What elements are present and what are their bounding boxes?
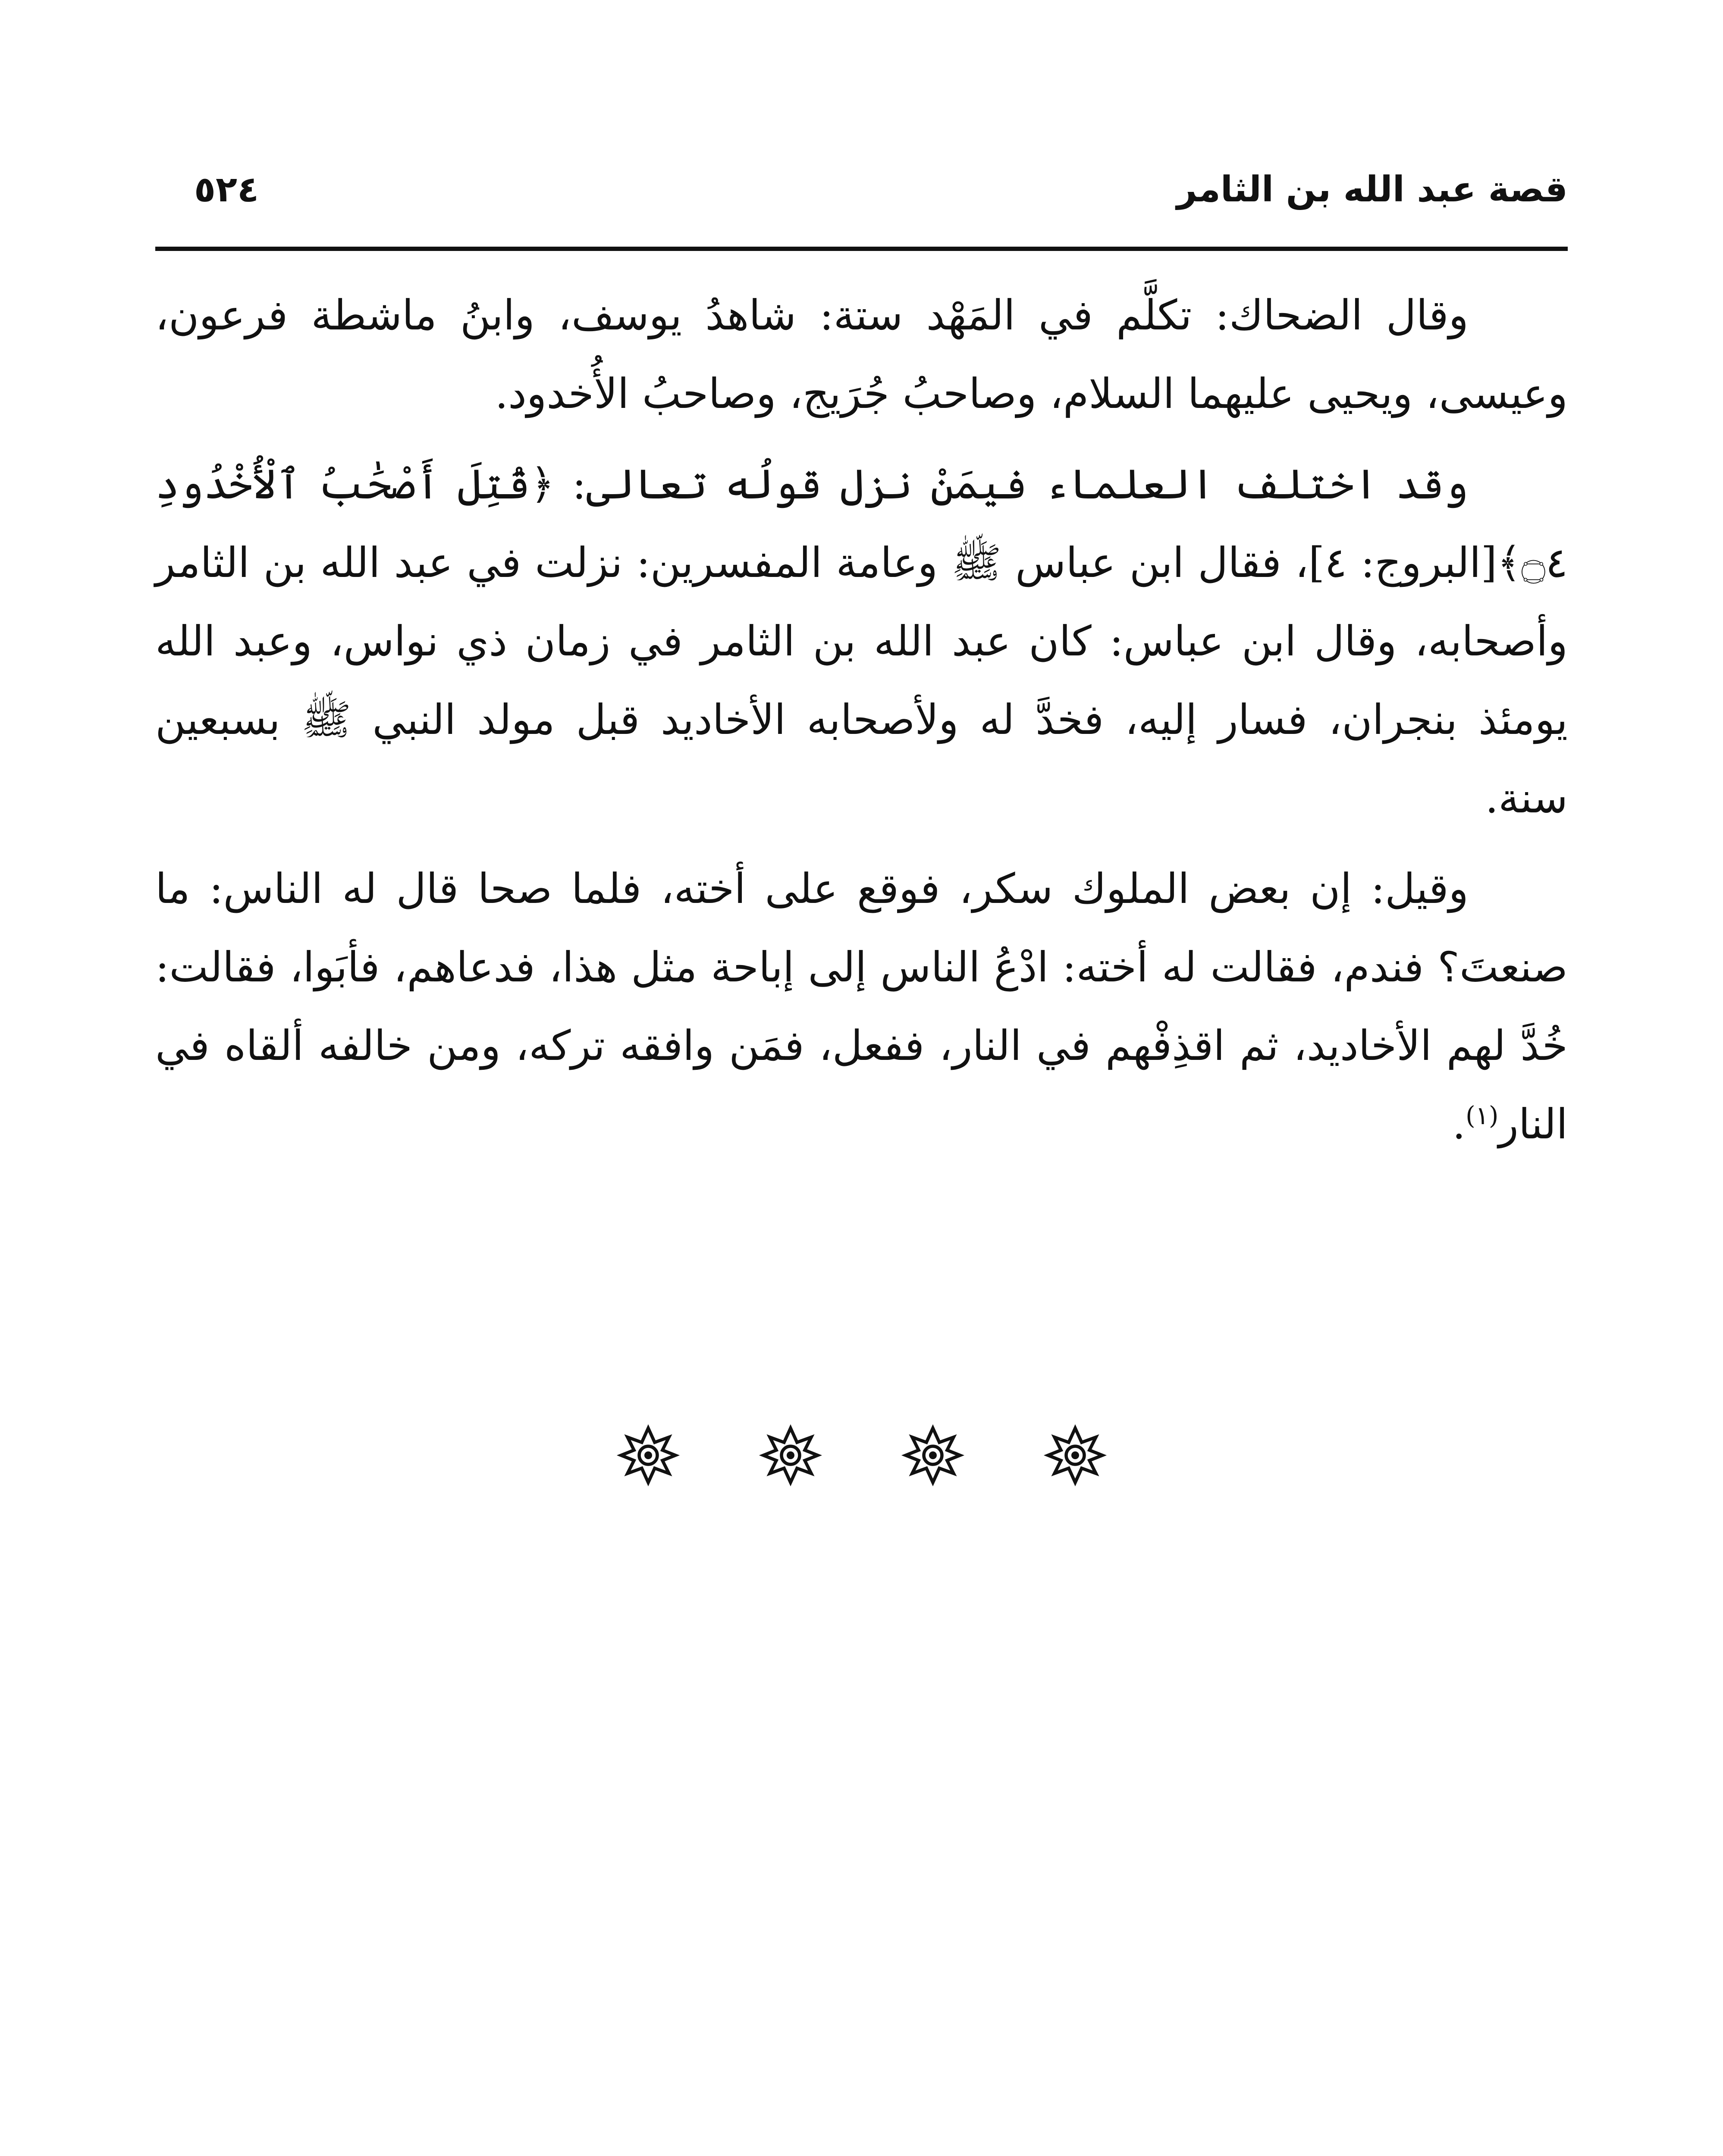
paragraph-3-ending: .: [1452, 1100, 1466, 1148]
page-number: ٥٢٤: [194, 169, 259, 210]
flower-ornament-icon: [616, 1423, 681, 1488]
flower-ornament-icon: [1043, 1423, 1108, 1488]
paragraph-2: وقد اختلف العلماء فيمَنْ نزل قولُه تعالى: ﴿قُتِلَ أَصْحَٰبُ ٱلْأُخْدُودِ ۝٤﴾[البروج: ٤]، فقال ابن عباس ﷺ وعامة المفسرين: نزلت في عبد الله بن الثامر وأصحابه، وقال ابن عباس: كان عبد الله بن الثامر في زمان ذي نواس، وعبد الله يومئذ بنجران، فسار إليه، فخدَّ له ولأصحابه الأخاديد قبل مولد النبي ﷺ بسبعين سنة.: [155, 460, 1568, 822]
header-rule: [155, 247, 1568, 251]
paragraph-3: [155, 849, 1568, 1163]
running-header: [155, 164, 1568, 229]
body-text: [155, 276, 1568, 1175]
flower-ornament-icon: [758, 1423, 823, 1488]
footnote-reference[interactable]: (١): [1466, 1101, 1499, 1130]
paragraph-3-text: وقيل: إن بعض الملوك سكر، فوقع على أخته، فلما صحا قال له الناس: ما صنعتَ؟ فندم، فقالت له أخته: ادْعُ الناس إلى إباحة مثل هذا، فدعاهم، فأبَوا، فقالت: خُدَّ لهم الأخاديد، ثم اقذِفْهم في النار، ففعل، فمَن وافقه تركه، ومن خالفه ألقاه في النار: [155, 865, 1568, 1148]
paragraph-1: وقال الضحاك: تكلَّم في المَهْد ستة: شاهدُ يوسف، وابنُ ماشطة فرعون، وعيسى، ويحيى عليهما السلام، وصاحبُ جُرَيج، وصاحبُ الأُخدود.: [155, 291, 1568, 418]
flower-ornament-icon: [901, 1423, 965, 1488]
section-separator: [0, 1423, 1723, 1509]
running-title: قصة عبد الله بن الثامر: [1177, 169, 1568, 210]
